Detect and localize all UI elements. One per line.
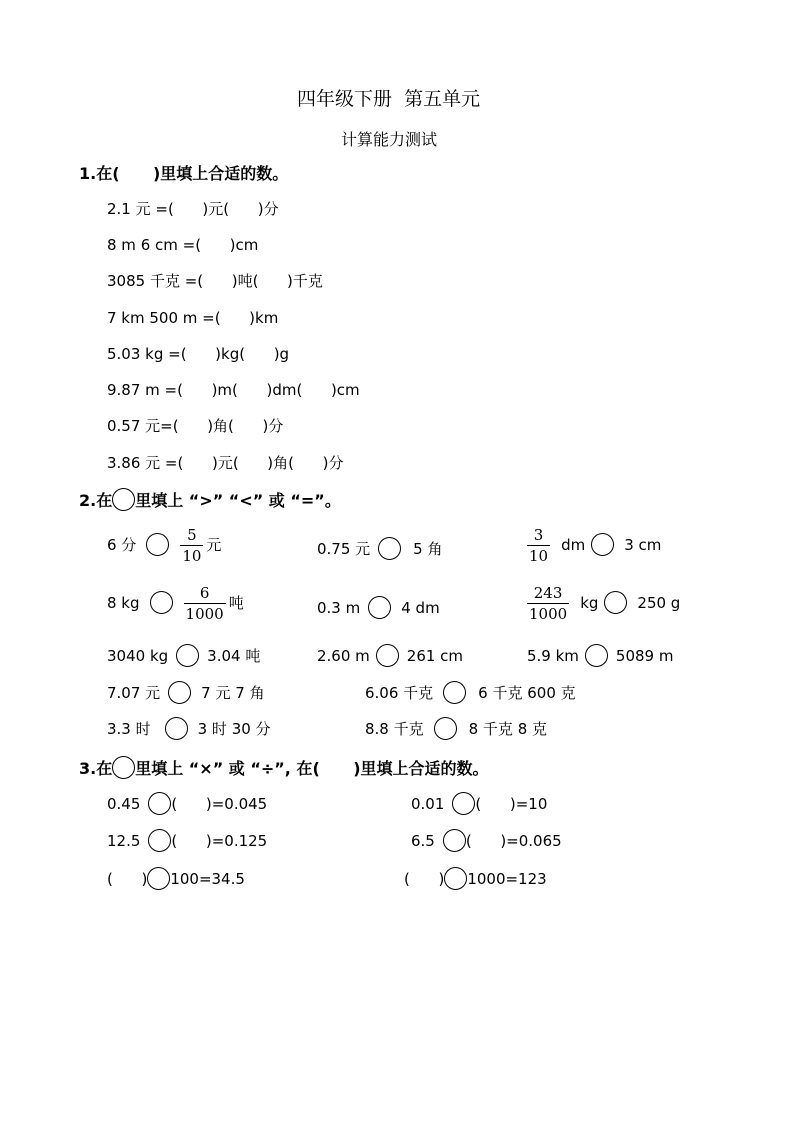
denominator: 10 [182, 546, 202, 565]
q1-item-7: 0.57 元=( )角( )分 [107, 417, 284, 435]
numerator: 3 [533, 526, 544, 544]
q2-r1c-right: 3 cm [624, 536, 662, 554]
operator-circle[interactable] [444, 867, 467, 890]
q2-r2b-right: 4 dm [401, 599, 440, 617]
question-1-title: 1.在( )里填上合适的数。 [79, 164, 289, 183]
q3-row1-b [411, 793, 547, 816]
compare-circle[interactable] [434, 717, 457, 740]
q2-r3b-left: 2.60 m [317, 647, 370, 665]
compare-circle[interactable] [368, 596, 391, 619]
q3-r2b-left: 6.5 [411, 832, 435, 850]
denominator: 1000 [529, 604, 568, 623]
q3-r2b-right: ( )=0.065 [465, 832, 562, 850]
compare-circle[interactable] [146, 533, 169, 556]
q2-r4a-left: 7.07 元 [107, 684, 161, 702]
q3-r3a-right: 100=34.5 [170, 870, 245, 888]
compare-circle[interactable] [176, 644, 199, 667]
q2-row5-b [365, 718, 547, 741]
q3-r1b-left: 0.01 [411, 795, 445, 813]
operator-circle[interactable] [148, 792, 171, 815]
q2-row2-c [524, 585, 680, 622]
q1-item-1: 2.1 元 =( )元( )分 [107, 200, 279, 218]
q2-row5-a [107, 718, 271, 741]
fraction [527, 585, 569, 622]
q3-r2a-right: ( )=0.125 [171, 832, 268, 850]
numerator: 5 [187, 526, 197, 544]
q2-r1b-left: 0.75 元 [317, 540, 371, 558]
q2-row4-b [365, 682, 576, 705]
page-subtitle: 计算能力测试 [341, 130, 438, 149]
q1-item-2: 8 m 6 cm =( )cm [107, 236, 259, 254]
q3-r3a-left: ( ) [107, 870, 148, 888]
q2-row3-b [317, 645, 463, 668]
q2-title-pre: 2.在 [79, 490, 113, 510]
q2-r3b-right: 261 cm [406, 647, 464, 665]
q2-r3a-left: 3040 kg [107, 647, 169, 665]
q3-row3-a [107, 868, 245, 891]
q3-row3-b [404, 868, 547, 891]
operator-circle[interactable] [443, 829, 466, 852]
q3-r1a-left: 0.45 [107, 795, 141, 813]
q3-title-pre: 3.在 [79, 758, 113, 778]
q2-r1a-left: 6 分 [107, 536, 137, 554]
q2-r1a-right: 元 [206, 536, 222, 554]
q3-r1b-right: ( )=10 [475, 795, 548, 813]
q2-r2c-right: 250 g [637, 594, 681, 612]
q2-r2b-left: 0.3 m [317, 599, 361, 617]
numerator: 243 [533, 584, 563, 602]
q1-item-5: 5.03 kg =( )kg( )g [107, 345, 290, 363]
q2-r5a-right: 3 时 30 分 [197, 720, 271, 738]
q2-r5a-left: 3.3 时 [107, 720, 151, 738]
q2-row1-c [524, 527, 661, 564]
compare-circle[interactable] [443, 681, 466, 704]
q2-r2a-right: 吨 [228, 594, 244, 612]
q2-r3c-right: 5089 m [615, 647, 674, 665]
q3-row2-a [107, 830, 267, 853]
q3-title-post: 里填上 “×” 或 “÷”, 在( )里填上合适的数。 [135, 758, 489, 778]
q2-row4-a [107, 682, 265, 705]
q2-r5b-left: 8.8 千克 [365, 720, 424, 738]
q3-row2-b [411, 830, 562, 853]
blank-circle-icon [112, 488, 135, 511]
q1-item-8: 3.86 元 =( )元( )角( )分 [107, 454, 344, 472]
q2-row3-a [107, 645, 260, 668]
q2-r4b-right: 6 千克 600 克 [478, 684, 576, 702]
q3-r3b-left: ( ) [404, 870, 445, 888]
compare-circle[interactable] [376, 644, 399, 667]
fraction [180, 527, 203, 564]
operator-circle[interactable] [147, 867, 170, 890]
operator-circle[interactable] [452, 792, 475, 815]
compare-circle[interactable] [168, 681, 191, 704]
q2-row2-a [107, 585, 244, 622]
q1-item-6: 9.87 m =( )m( )dm( )cm [107, 381, 360, 399]
q2-r3a-right: 3.04 吨 [207, 647, 261, 665]
compare-circle[interactable] [150, 591, 173, 614]
q2-r1c-mid: dm [561, 536, 586, 554]
q3-r2a-left: 12.5 [107, 832, 141, 850]
denominator: 1000 [185, 604, 224, 623]
page-title: 四年级下册 第五单元 [297, 88, 481, 110]
q2-r4b-left: 6.06 千克 [365, 684, 434, 702]
q3-row1-a [107, 793, 267, 816]
compare-circle[interactable] [165, 717, 188, 740]
q1-item-4: 7 km 500 m =( )km [107, 309, 279, 327]
q2-title-post: 里填上 “>” “<” 或 “=”。 [135, 490, 341, 510]
q3-r3b-right: 1000=123 [467, 870, 547, 888]
q3-r1a-right: ( )=0.045 [171, 795, 268, 813]
q2-r4a-right: 7 元 7 角 [201, 684, 265, 702]
fraction [527, 527, 550, 564]
compare-circle[interactable] [604, 591, 627, 614]
q2-r5b-right: 8 千克 8 克 [468, 720, 548, 738]
q2-row3-c [527, 645, 673, 668]
q2-row1-a [107, 527, 221, 564]
fraction [184, 585, 226, 622]
numerator: 6 [199, 584, 210, 602]
compare-circle[interactable] [591, 533, 614, 556]
compare-circle[interactable] [585, 644, 608, 667]
q2-r2a-left: 8 kg [107, 594, 140, 612]
q2-r2c-mid: kg [580, 594, 599, 612]
question-2-title [79, 489, 341, 512]
denominator: 10 [529, 546, 549, 565]
q2-r3c-left: 5.9 km [527, 647, 579, 665]
q2-row2-b [317, 597, 440, 620]
question-3-title [79, 757, 489, 780]
q2-r1b-right: 5 角 [413, 540, 443, 558]
compare-circle[interactable] [378, 537, 401, 560]
q2-row1-b [317, 538, 442, 561]
operator-circle[interactable] [148, 829, 171, 852]
q1-item-3: 3085 千克 =( )吨( )千克 [107, 272, 323, 290]
blank-circle-icon [112, 756, 135, 779]
